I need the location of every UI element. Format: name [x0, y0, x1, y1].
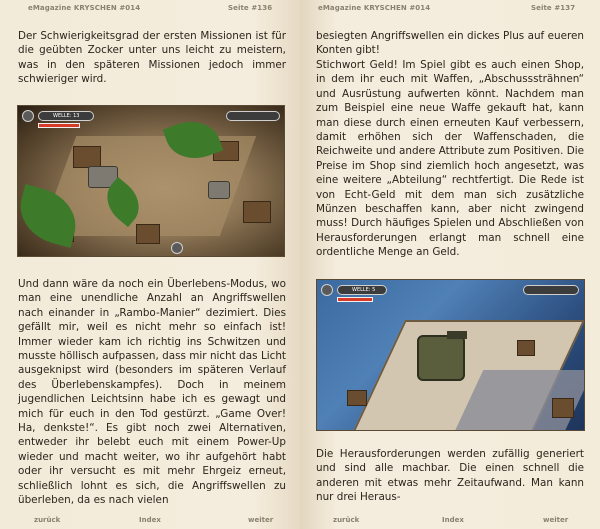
left-header-page: Seite #136 [228, 4, 273, 12]
health-bar [38, 123, 80, 128]
game-screenshot-1 [17, 105, 285, 257]
right-header-title: eMagazine KRYSCHEN #014 [318, 4, 431, 12]
health-bar [337, 297, 373, 302]
right-header-page: Seite #137 [531, 4, 576, 12]
skill-button-icon [171, 242, 183, 254]
game-screenshot-2 [316, 279, 585, 431]
nav-next-link[interactable]: weiter [248, 516, 274, 524]
left-paragraph-1: Der Schwierigkeitsgrad der ersten Missionen ist für die geübten Zocker unter uns leicht zu meistern, was in den späteren Missionen jedoch immer schwieriger wird. [18, 30, 286, 86]
nav-next-link[interactable]: weiter [543, 516, 569, 524]
pause-icon [22, 110, 34, 122]
left-paragraph-2: Und dann wäre da noch ein Überlebens-Modus, wo man eine unendliche Anzahl an Angriffswellen nach einander in „Rambo-Manier“ dezimiert. Dies gefällt mir, weil es nicht mehr so einfach ist! Immer wieder kam ich richtig ins Schwitzen und musste höllisch aufpassen, dass mir nicht das Licht ausgeknipst wird (besonders im späteren Verlauf des Überlebenskampfes). Doch in meinem jugendlichen Leichtsinn habe ich es gewagt und mich für euch in den Tod gestürzt. „Game Over! Ha, denkste!“. Es gibt noch zwei Alternativen, entweder ihr belebt euch mit einem Power-Up wieder und macht weiter, wo ihr aufgehört habt oder ihr versucht es mit mehr Ehrgeiz erneut, schließlich lohnt es sich, die Angriffswellen zu überleben, da es nach vielen [18, 278, 286, 507]
pause-icon [321, 284, 333, 296]
wave-counter: WELLE: 13 [38, 111, 94, 121]
nav-index-link[interactable]: Index [139, 516, 161, 524]
right-page [300, 0, 600, 529]
nav-index-link[interactable]: Index [442, 516, 464, 524]
right-paragraph-3: Die Herausforderungen werden zufällig generiert und sind alle machbar. Die einen schnell die anderen mit etwas mehr Zeitaufwand. Man kann nur drei Heraus- [316, 448, 584, 504]
coin-counter [226, 111, 280, 121]
coin-counter [523, 285, 579, 295]
right-paragraph-1: besiegten Angriffswellen ein dickes Plus auf eueren Konten gibt! [316, 30, 584, 57]
nav-back-link[interactable]: zurück [34, 516, 61, 524]
right-paragraph-2: Stichwort Geld! Im Spiel gibt es auch einen Shop, in dem ihr euch mit Waffen, „Abschusssträhnen“ und Ausrüstung aufwerten könnt. Nachdem man zum Beispiel eine neue Waffe gekauft hat, kann man diese durch einen erneuten Kauf verbessern, damit erhöhen sich der Waffenschaden, die Reichweite und andere Attribute zum Positiven. Die Preise im Shop sind ziemlich hoch angesetzt, was eine weitere „Abteilung“ rechtfertigt. Die Rede ist von Echt-Geld mit dem man sich zusätzliche Münzen beschaffen kann, aber nicht zwingend muss! Durch häufiges Spielen und Abschließen von Herausforderungen erlangt man schnell eine ordentliche Menge an Geld. [316, 59, 584, 259]
nav-back-link[interactable]: zurück [333, 516, 360, 524]
wave-counter: WELLE: 5 [337, 285, 387, 295]
left-header-title: eMagazine KRYSCHEN #014 [28, 4, 141, 12]
